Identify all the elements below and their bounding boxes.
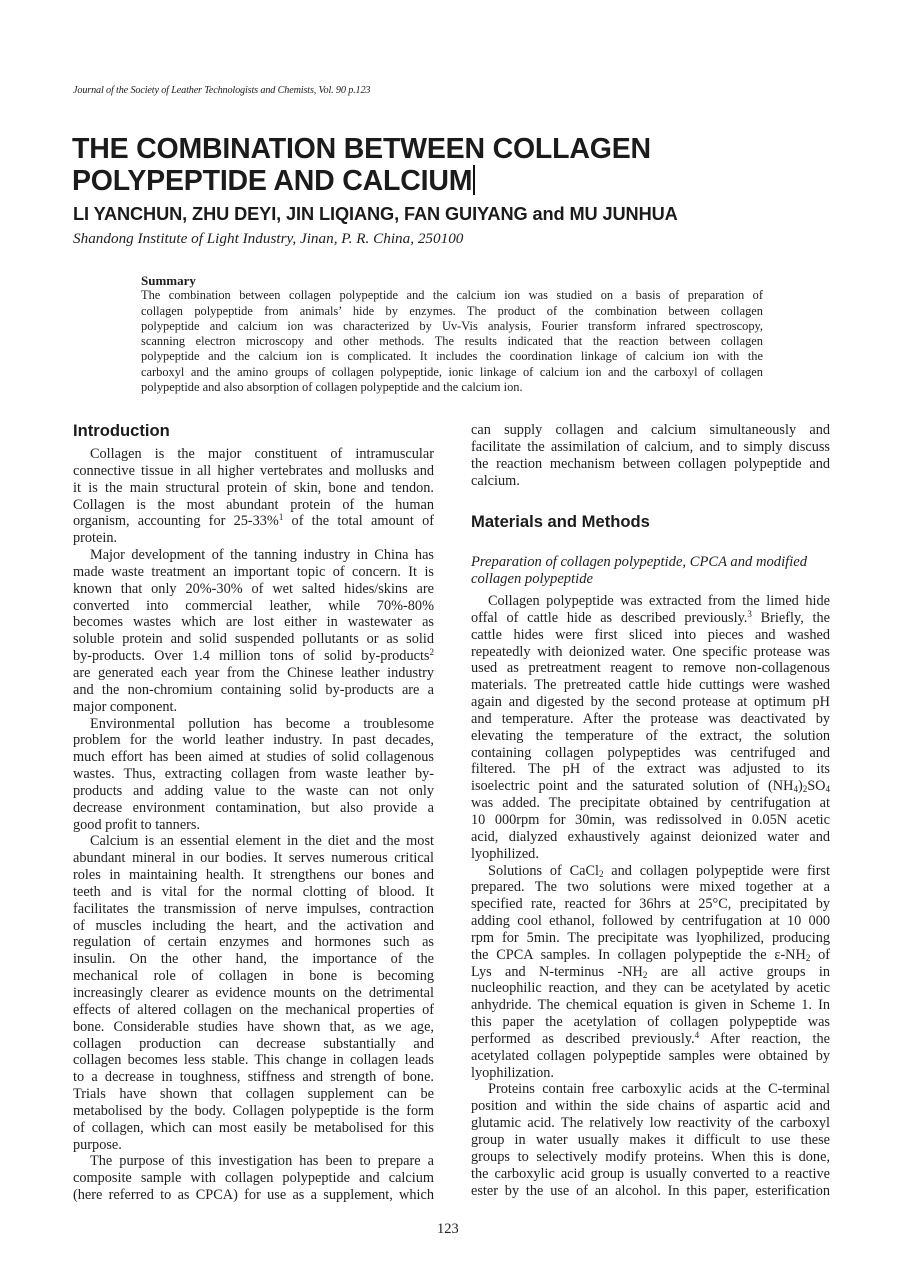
text-line: abundant mineral in our bodies. It serves numerous critical (73, 850, 434, 867)
text-fragment: and collagen polypeptide were first (603, 862, 830, 879)
title-line-1: THE COMBINATION BETWEEN COLLAGEN (72, 133, 651, 165)
text-line: Proteins contain free carboxylic acids at the C-terminal (488, 1081, 830, 1098)
summary-line: The combination between collagen polypeptide and the calcium ion was studied on a basis of preparation of (141, 288, 763, 303)
page-number: 123 (437, 1221, 459, 1237)
text-line: converted into commercial leather, while 70%-80% (73, 597, 434, 614)
text-line: metabolised by the body. Collagen polypeptide is the form (73, 1102, 434, 1119)
text-fragment: by-products. Over 1.4 million tons of solid by-products (73, 648, 430, 665)
text-line: rpm for 5min. The precipitate was lyophilized, producing (471, 929, 830, 946)
text-line: purpose. (73, 1136, 122, 1153)
subscript: 2 (642, 969, 648, 980)
summary-line: polypeptide and the calcium ion is complicated. It includes the coordination linkage of calcium ion with the (141, 349, 763, 364)
summary-line: carboxyl and the amino groups of collagen polypeptide, ionic linkage of calcium ion and the carboxyl of collagen (141, 364, 763, 379)
text-line: Major development of the tanning industry in China has (90, 547, 434, 564)
text-line: ester by the use of an alcohol. In this paper, esterification (471, 1182, 830, 1199)
text-line: problem for the world leather industry. In past decades, (73, 732, 434, 749)
subsection-heading (471, 554, 830, 587)
text-line: are generated each year from the Chinese leather industry (73, 664, 434, 681)
text-line: materials. The pretreated cattle hide cuttings were washed (471, 677, 830, 694)
text-line: the reaction mechanism between collagen polypeptide and (471, 455, 830, 472)
subscript: 4 (825, 784, 830, 795)
text-line: was added. The precipitate obtained by centrifugation at (471, 795, 830, 812)
summary-line: scanning electron microscopy and other methods. The results indicated that the reaction between collagen (141, 334, 763, 349)
text-line: The purpose of this investigation has been to prepare a (90, 1153, 434, 1170)
text-line: calcium. (471, 472, 520, 489)
text-line: effects of altered collagen on the mechanical properties of (73, 1001, 434, 1018)
introduction-body (73, 446, 434, 1204)
reference-superscript: 2 (429, 647, 434, 658)
text-line: increasingly clearer as evidence mounts on the detrimental (73, 985, 434, 1001)
text-line: this paper the acetylation of collagen polypeptide was (471, 1014, 830, 1031)
subscript: 2 (802, 784, 808, 795)
reference-superscript: 4 (694, 1029, 700, 1040)
summary-line: polypeptide and also absorption of collagen polypeptide and the calcium ion. (141, 380, 523, 395)
text-line (471, 610, 830, 627)
text-line: made waste treatment an important topic of concern. It is (73, 563, 434, 580)
text-line: much effort has been aimed at studies of solid collagenous (73, 749, 434, 766)
text-line: to a decrease in toughness, stiffness and strength of bone. (73, 1069, 434, 1086)
title-line-2-text: POLYPEPTIDE AND CALCIUM (72, 165, 473, 197)
text-line: decrease environment contamination, but also provide a (73, 799, 434, 816)
text-line: facilitate the assimilation of calcium, and to simply discuss (471, 438, 830, 455)
text-line: and the non-chromium containing solid by-products are a (73, 681, 434, 698)
text-line: 10 000rpm for 30min, was redissolved in 0.05N acetic (471, 811, 830, 828)
text-line: roles in maintaining health. It strengthens our bones and (73, 867, 434, 884)
text-fragment: the CPCA samples. In collagen polypeptide the ε-NH (471, 946, 806, 963)
text-fragment: Briefly, the (751, 609, 830, 626)
text-line: known that only 20%-30% of wet salted hides/skins are (73, 580, 434, 597)
text-line: and temperature. After the protease was deactivated by (471, 710, 830, 727)
text-line: good profit to tanners. (73, 816, 201, 833)
text-line: collagen production can decrease substantially and (73, 1035, 434, 1052)
text-line: again and digested by the second protease at optimum pH (471, 694, 830, 711)
text-fragment: After reaction, the (699, 1030, 830, 1047)
text-line: Calcium is an essential element in the diet and the most (90, 833, 434, 850)
text-line (471, 1031, 830, 1048)
subsection-heading-line: collagen polypeptide (471, 570, 593, 587)
text-line: anhydride. The chemical equation is given in Scheme 1. In (471, 997, 830, 1014)
text-line: connective tissue in all higher vertebrates and mollusks and (73, 462, 434, 479)
text-line: of collagen, which can most easily be metabolised for this (73, 1119, 434, 1136)
text-line: (here referred to as CPCA) for use as a supplement, which (73, 1187, 434, 1204)
text-line (471, 863, 830, 880)
subsection-heading-line: Preparation of collagen polypeptide, CPCA and modified (471, 554, 808, 570)
text-fragment: SO (807, 778, 826, 795)
text-line: facilitates the transmission of nerve impulses, contraction (73, 900, 434, 917)
title-line-2 (72, 165, 651, 197)
text-line: it is the main structural protein of skin, bone and tendon. (73, 479, 434, 496)
text-line: acid, dialyzed exhaustively against deionized water and (471, 828, 830, 845)
introduction-heading: Introduction (73, 421, 170, 440)
text-fragment: Lys and N-terminus -NH (471, 963, 643, 980)
paper-title (72, 133, 651, 197)
reference-superscript: 1 (278, 512, 284, 523)
materials-methods-heading: Materials and Methods (471, 512, 650, 531)
text-line (471, 778, 830, 795)
text-line (73, 513, 434, 530)
text-line: lyophilized. (471, 845, 539, 862)
text-line: nucleophilic reaction, and they can be acetylated by acetic (471, 980, 830, 997)
text-line: repeatedly with deionized water. One specific protease was (471, 643, 830, 660)
text-line: Collagen is the most abundant protein of the human (73, 496, 434, 513)
text-line: lyophilization. (471, 1064, 554, 1081)
text-line: insulin. On the other hand, the importance of the (73, 951, 434, 968)
text-line: Collagen is the major constituent of intramuscular (90, 446, 434, 462)
text-fragment: isoelectric point and the saturated solution of (NH (471, 778, 794, 795)
text-line: Collagen polypeptide was extracted from the limed hide (488, 593, 830, 609)
text-line: Environmental pollution has become a troublesome (90, 715, 434, 732)
text-fragment: ) (797, 778, 803, 795)
text-line: prepared. The two solutions were mixed together at a (471, 879, 830, 896)
text-line: wastes. Thus, extracting collagen from waste leather by- (73, 766, 434, 783)
text-fragment: offal of cattle hide as described previously. (471, 609, 748, 626)
affiliation: Shandong Institute of Light Industry, Jinan, P. R. China, 250100 (73, 230, 464, 247)
text-line: filtered. The pH of the extract was adjusted to its (471, 761, 830, 778)
text-fragment: Solutions of CaCl (488, 862, 599, 879)
text-line: of muscles including the heart, and the activation and (73, 917, 434, 934)
text-line: containing collagen polypeptides was centrifuged and (471, 744, 830, 761)
materials-body (471, 593, 830, 1199)
text-line: glutamic acid. The relatively low reactivity of the carboxyl (471, 1115, 830, 1132)
introduction-continued (471, 422, 830, 489)
text-line: Trials have shown that collagen supplement can be (73, 1086, 434, 1103)
text-line: position and within the side chains of aspartic acid and (471, 1098, 830, 1115)
text-line: elevating the temperature of the extract, the solution (471, 727, 830, 744)
subscript: 2 (805, 952, 811, 963)
text-line (471, 964, 830, 981)
text-fragment: performed as described previously. (471, 1030, 695, 1047)
text-cursor (473, 165, 475, 195)
subscript: 4 (793, 784, 798, 795)
text-line: group in water usually makes it difficult to use these (471, 1132, 830, 1148)
text-line: groups to selectively modify proteins. When this is done, (471, 1148, 830, 1165)
text-fragment: of the total amount of (283, 513, 435, 530)
text-line: collagen becomes less stable. This change in collagen leads (73, 1052, 434, 1069)
text-line: becomes wastes which are lost either in wastewater as (73, 614, 434, 631)
text-fragment: are all active groups in (647, 963, 830, 980)
author-list: LI YANCHUN, ZHU DEYI, JIN LIQIANG, FAN GUIYANG and MU JUNHUA (73, 204, 678, 224)
text-line: mechanical role of collagen in bone is becoming (73, 968, 434, 985)
text-line: soluble protein and solid suspended pollutants or as solid (73, 631, 434, 648)
text-fragment: of (810, 946, 830, 963)
text-line: bone. Considerable studies have shown that, as we age, (73, 1018, 434, 1035)
summary-line: collagen polypeptide from animals’ hide by enzymes. The product of the combination between collagen (141, 303, 763, 318)
text-line: the carboxylic acid group is usually converted to a reactive (471, 1165, 830, 1182)
summary-line: polypeptide and calcium ion was characterized by Uv-Vis analysis, Fourier transform infrared spectroscopy, (141, 318, 763, 333)
text-line: adding cool ethanol, followed by centrifugation at 10 000 (471, 913, 830, 930)
subscript: 2 (598, 868, 604, 879)
text-line (471, 947, 830, 964)
summary-heading: Summary (141, 273, 196, 288)
summary-section (141, 273, 763, 395)
text-line (73, 648, 434, 665)
reference-superscript: 3 (747, 608, 752, 619)
text-line: cattle hides were first sliced into pieces and washed (471, 626, 830, 643)
text-line: products and adding value to the waste can not only (73, 782, 434, 799)
text-line: acetylated collagen polypeptide samples were obtained by (471, 1047, 830, 1064)
text-line: used as pretreatment reagent to remove non-collagenous (471, 660, 830, 677)
text-line: specified rate, reacted for 36hrs at 25°C, precipitated by (471, 896, 830, 913)
text-line: composite sample with collagen polypeptide and calcium (73, 1170, 434, 1187)
text-line: regulation of certain enzymes and hormones such as (73, 934, 434, 951)
text-line: teeth and is vital for the normal clotting of blood. It (73, 883, 434, 900)
text-line: protein. (73, 530, 118, 547)
text-line: can supply collagen and calcium simultaneously and (471, 422, 830, 438)
text-fragment: organism, accounting for 25-33% (73, 513, 279, 530)
text-line: major component. (73, 698, 178, 715)
journal-header: Journal of the Society of Leather Technologists and Chemists, Vol. 90 p.123 (73, 85, 371, 96)
